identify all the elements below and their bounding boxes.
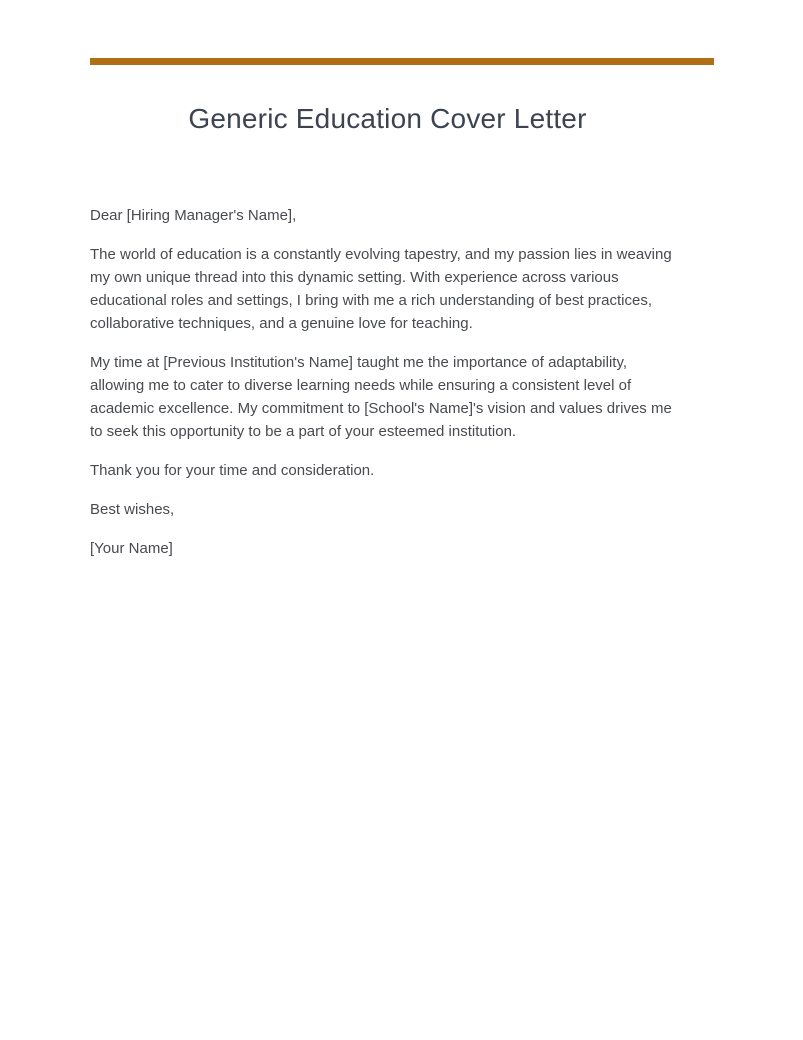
page-title: Generic Education Cover Letter [188, 103, 587, 134]
closing-thanks: Thank you for your time and consideration. [90, 462, 375, 479]
accent-rule [90, 58, 714, 65]
salutation: Dear [Hiring Manager's Name], [90, 207, 297, 224]
body-paragraph: My time at [Previous Institution's Name] taught me the importance of adaptability, allowing me to cater to diverse learning needs while ensuring a consistent level of academic excellence. My commitment to [School's Name]'s vision and values drives me to seek this opportunity to be a part of your esteemed institution. [90, 354, 672, 440]
body-paragraph: The world of education is a constantly evolving tapestry, and my passion lies in weaving my own unique thread into this dynamic setting. With experience across various educational roles and settings, I bring with me a rich understanding of best practices, collaborative techniques, and a genuine love for teaching. [90, 246, 672, 332]
letter-content [90, 65, 685, 560]
signature-placeholder: [Your Name] [90, 540, 173, 557]
letter-body [90, 204, 685, 560]
signoff: Best wishes, [90, 501, 175, 518]
